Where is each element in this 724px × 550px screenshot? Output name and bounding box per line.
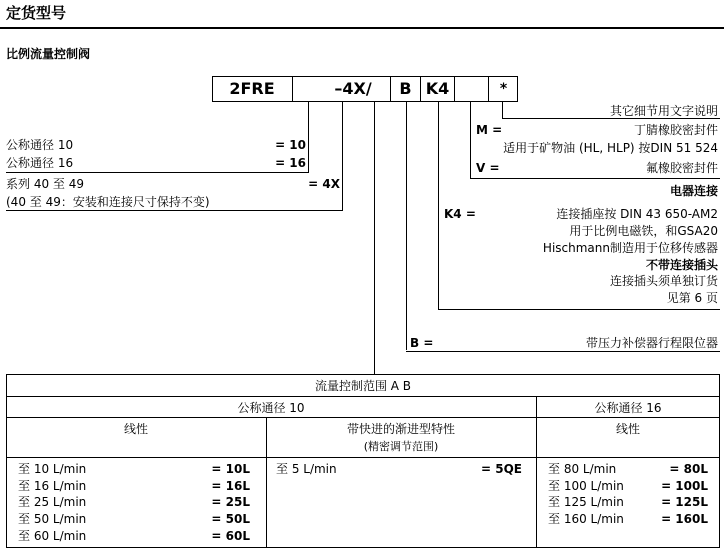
b-code: B =	[410, 336, 434, 350]
option-nominal-10-label: 公称通径 10	[6, 138, 74, 152]
option-nominal-16-label: 公称通径 16	[6, 156, 74, 170]
title-rule	[0, 27, 724, 29]
no-plug-heading: 不带连接插头	[645, 258, 718, 272]
group-nominal-16: 公称通径 16	[594, 401, 662, 415]
code-cell-b: B	[390, 76, 420, 102]
electrical-heading: 电器连接	[669, 184, 718, 198]
linear-16-row-3-code: = 125L	[661, 495, 708, 509]
seal-v-code: V =	[476, 161, 500, 175]
linear-16-row-3-label: 至 125 L/min	[548, 495, 624, 509]
linear-10-row-4-code: = 50L	[211, 512, 250, 526]
k4-line-1: 连接插座按 DIN 43 650-AM2	[556, 207, 718, 221]
linear-10-row-4-label: 至 50 L/min	[18, 512, 87, 526]
linear-16-row-1-label: 至 80 L/min	[548, 462, 617, 476]
k4-line-3: Hischmann制造用于位移传感器	[542, 241, 718, 255]
option-nominal-10-code: = 10	[275, 138, 306, 152]
leader-nominal-size	[308, 102, 309, 172]
no-plug-line-1: 连接插头须单独订货	[609, 274, 718, 288]
option-series-label: 系列 40 至 49	[6, 177, 84, 191]
table-rule-3	[6, 457, 720, 458]
leader-series	[342, 102, 343, 210]
linear-10-row-2-label: 至 16 L/min	[18, 479, 87, 493]
seal-m-code: M =	[476, 123, 503, 137]
k4-line-2: 用于比例电磁铁，和GSA20	[569, 224, 718, 238]
seal-v-line-1: 氟橡胶密封件	[645, 161, 718, 175]
seal-m-line-2: 适用于矿物油 (HL, HLP) 按DIN 51 524	[503, 141, 718, 155]
linear-10-row-3-code: = 25L	[211, 495, 250, 509]
linear-10-row-3-label: 至 25 L/min	[18, 495, 87, 509]
code-cell-series: –4X/	[334, 79, 372, 98]
progressive-row-1-code: = 5QE	[481, 462, 522, 476]
leader-seals	[470, 102, 471, 178]
option-nominal-16-code: = 16	[275, 156, 306, 170]
col-progressive: 带快进的渐进型特性	[346, 422, 455, 436]
progressive-row-1-label: 至 5 L/min	[276, 462, 337, 476]
linear-10-row-1-code: = 10L	[211, 462, 250, 476]
group-nominal-10: 公称通径 10	[237, 401, 305, 415]
b-text: 带压力补偿器行程限位器	[585, 336, 718, 350]
no-plug-line-2: 见第 6 页	[666, 291, 718, 305]
seal-m-line-1: 丁腈橡胶密封件	[633, 123, 718, 137]
table-rule-2	[6, 417, 720, 418]
linear-10-row-5-label: 至 60 L/min	[18, 529, 87, 543]
option-series-code: = 4X	[308, 177, 340, 191]
col-linear-10: 线性	[123, 422, 148, 436]
underline-other	[502, 118, 720, 119]
code-cell-blank-2	[454, 76, 488, 102]
other-details-text: 其它细节用文字说明	[609, 104, 718, 118]
linear-16-row-4-label: 至 160 L/min	[548, 512, 624, 526]
linear-10-row-5-code: = 60L	[211, 529, 250, 543]
underline-series	[6, 210, 343, 211]
linear-16-row-2-code: = 100L	[661, 479, 708, 493]
leader-b	[406, 102, 407, 350]
col-linear-16: 线性	[615, 422, 640, 436]
code-cell-2fre: 2FRE	[229, 79, 275, 98]
k4-code: K4 =	[444, 207, 476, 221]
section-subtitle: 比例流量控制阀	[6, 47, 91, 61]
underline-b	[406, 351, 720, 352]
code-cell-k4: K4	[420, 76, 454, 102]
table-divider-group	[536, 396, 537, 548]
linear-16-row-2-label: 至 100 L/min	[548, 479, 624, 493]
option-series-note: (40 至 49：安装和连接尺寸保持不变)	[6, 195, 210, 209]
table-title: 流量控制范围 A B	[314, 379, 412, 393]
underline-seals	[470, 178, 720, 179]
linear-10-row-1-label: 至 10 L/min	[18, 462, 87, 476]
linear-16-row-1-code: = 80L	[669, 462, 708, 476]
leader-flow-range	[374, 102, 375, 374]
linear-16-row-4-code: = 160L	[661, 512, 708, 526]
underline-nominal	[6, 172, 309, 173]
underline-k4	[438, 309, 720, 310]
col-progressive-sub: (精密调节范围)	[363, 440, 439, 453]
page-title: 定货型号	[6, 4, 67, 22]
code-cell-star: *	[488, 76, 518, 102]
leader-k4	[438, 102, 439, 310]
table-divider-progressive	[266, 417, 267, 548]
code-cell-blank-1	[292, 76, 316, 102]
table-rule-1	[6, 396, 720, 397]
linear-10-row-2-code: = 16L	[211, 479, 250, 493]
